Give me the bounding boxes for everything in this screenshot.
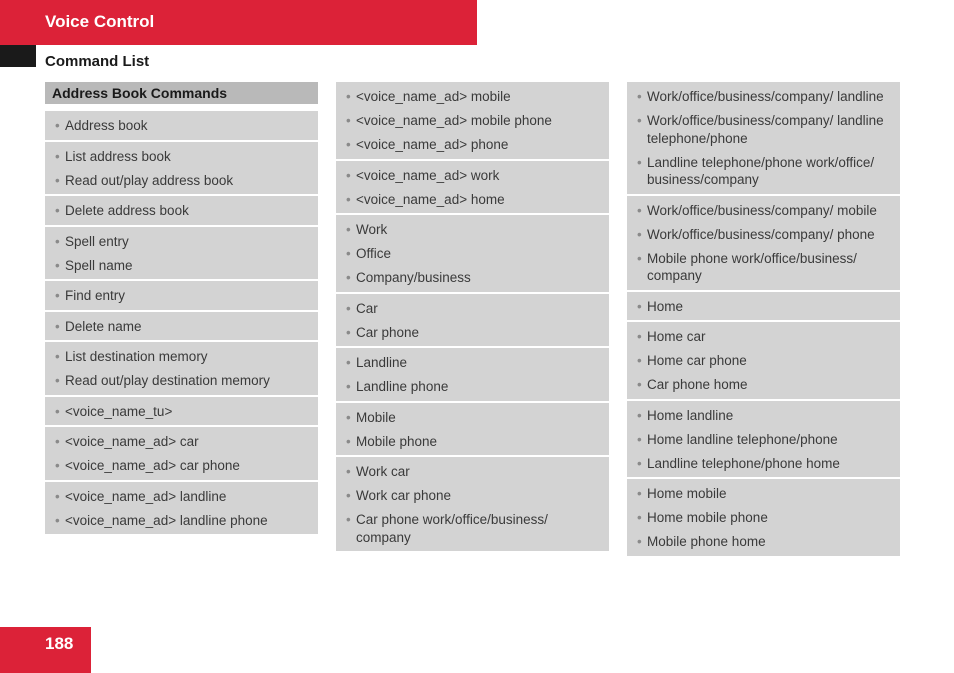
command-item: • Work/office/business/company/ phone [637, 226, 892, 244]
command-item: • <voice_name_ad> car phone [55, 457, 310, 475]
command-item: • Home car [637, 328, 892, 346]
command-column-2 [336, 82, 609, 553]
command-item: • Address book [55, 117, 310, 135]
command-item: • Home landline telephone/phone [637, 431, 892, 449]
command-item: • Landline telephone/phone work/office/ business/company [637, 154, 892, 189]
command-item: • Car phone work/office/business/ company [346, 511, 601, 546]
command-group [45, 142, 318, 197]
command-item: • Mobile phone home [637, 533, 892, 551]
command-item: • <voice_name_ad> home [346, 191, 601, 209]
command-item: • Delete name [55, 318, 310, 336]
command-group [627, 479, 900, 558]
command-item: • Work/office/business/company/ mobile [637, 202, 892, 220]
command-group [45, 111, 318, 142]
command-item: • List destination memory [55, 348, 310, 366]
command-item: • Car phone home [637, 376, 892, 394]
command-group [336, 403, 609, 458]
command-item: • Work/office/business/company/ landline telephone/phone [637, 112, 892, 147]
command-column-1 [45, 82, 318, 536]
command-group [627, 401, 900, 480]
command-group [627, 196, 900, 292]
command-item: • Landline telephone/phone home [637, 455, 892, 473]
command-item: • Delete address book [55, 202, 310, 220]
command-group [45, 281, 318, 312]
command-group [627, 82, 900, 196]
command-item: • <voice_name_ad> phone [346, 136, 601, 154]
command-group [627, 322, 900, 401]
command-item: • Home mobile phone [637, 509, 892, 527]
column-header: Address Book Commands [45, 82, 318, 104]
command-item: • Landline phone [346, 378, 601, 396]
command-column-3 [627, 82, 900, 558]
command-item: • <voice_name_tu> [55, 403, 310, 421]
command-group [336, 348, 609, 403]
command-group [45, 227, 318, 282]
command-group [45, 482, 318, 537]
command-item: • Office [346, 245, 601, 263]
command-group [336, 215, 609, 294]
command-item: • Work car [346, 463, 601, 481]
command-item: • Spell entry [55, 233, 310, 251]
command-item: • Home car phone [637, 352, 892, 370]
command-group [45, 196, 318, 227]
command-item: • <voice_name_ad> mobile [346, 88, 601, 106]
command-item: • <voice_name_ad> landline [55, 488, 310, 506]
page-number-box [0, 627, 91, 673]
section-marker [0, 45, 36, 67]
command-group [336, 161, 609, 216]
command-group [336, 457, 609, 553]
command-item: • <voice_name_ad> mobile phone [346, 112, 601, 130]
command-item: • Car [346, 300, 601, 318]
command-item: • <voice_name_ad> landline phone [55, 512, 310, 530]
command-item: • Home mobile [637, 485, 892, 503]
command-item: • Find entry [55, 287, 310, 305]
command-item: • Home [637, 298, 892, 316]
command-item: • Home landline [637, 407, 892, 425]
command-group [336, 82, 609, 161]
section-title: Command List [45, 53, 150, 70]
command-item: • <voice_name_ad> car [55, 433, 310, 451]
command-group [45, 397, 318, 428]
command-group [627, 292, 900, 323]
command-item: • List address book [55, 148, 310, 166]
chapter-header-bar [0, 0, 477, 45]
command-item: • Company/business [346, 269, 601, 287]
command-item: • Mobile [346, 409, 601, 427]
command-item: • Work/office/business/company/ landline [637, 88, 892, 106]
command-item: • Read out/play destination memory [55, 372, 310, 390]
command-group [45, 342, 318, 397]
command-item: • Mobile phone work/office/business/ company [637, 250, 892, 285]
command-item: • Car phone [346, 324, 601, 342]
command-item: • <voice_name_ad> work [346, 167, 601, 185]
chapter-title: Voice Control [45, 12, 155, 31]
command-item: • Work [346, 221, 601, 239]
command-item: • Work car phone [346, 487, 601, 505]
command-item: • Read out/play address book [55, 172, 310, 190]
command-group [45, 427, 318, 482]
command-group [336, 294, 609, 349]
command-group [45, 312, 318, 343]
command-item: • Spell name [55, 257, 310, 275]
command-item: • Landline [346, 354, 601, 372]
command-item: • Mobile phone [346, 433, 601, 451]
page-number: 188 [45, 634, 74, 653]
